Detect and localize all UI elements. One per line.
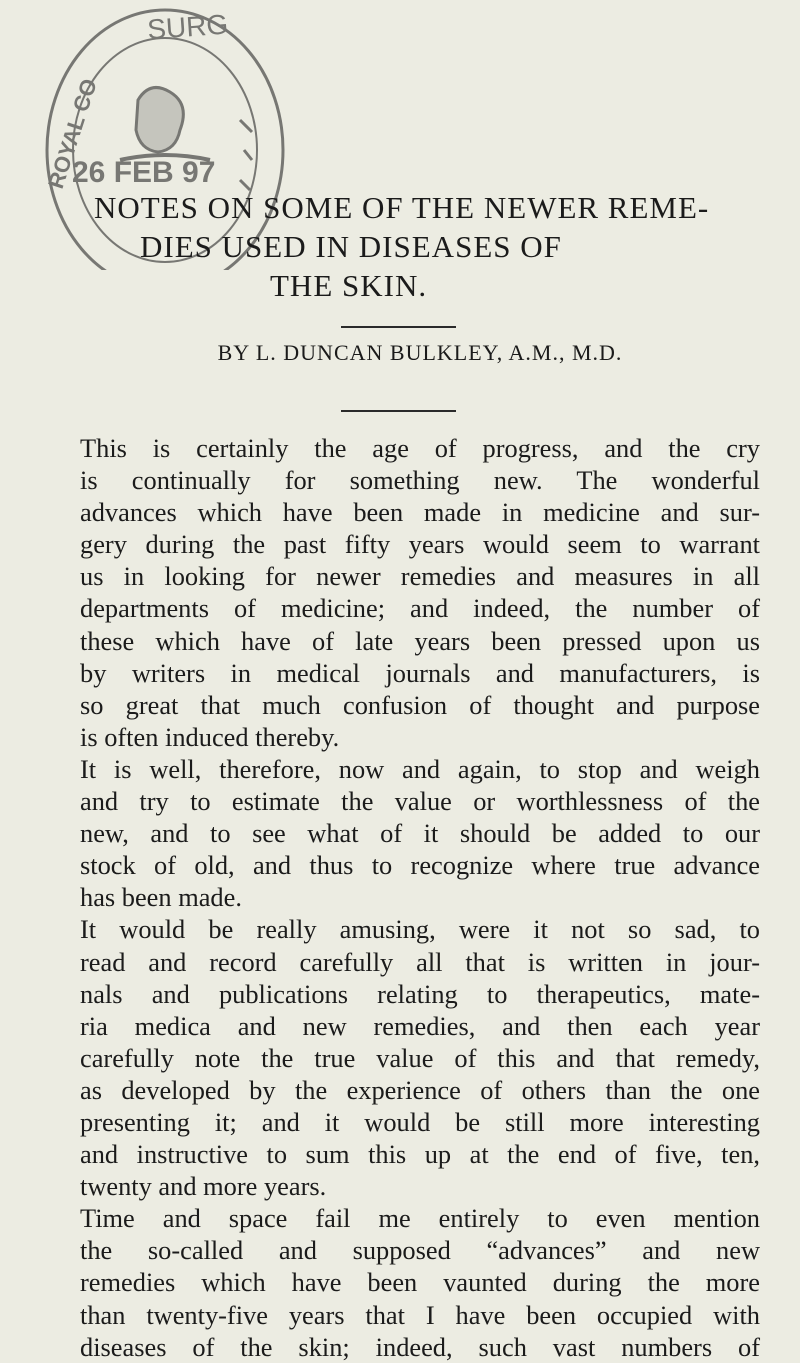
text-line: advances which have been made in medicine and sur- — [80, 497, 760, 528]
byline-divider — [341, 410, 456, 412]
author-byline: BY L. DUNCAN BULKLEY, A.M., M.D. — [217, 340, 623, 365]
text-line: and try to estimate the value or worthlessness of the — [80, 786, 760, 817]
stamp-side-mark — [240, 120, 252, 190]
text-line: nals and publications relating to therapeutics, mate- — [80, 978, 760, 1009]
text-line: diseases of the skin; indeed, such vast numbers of — [80, 1331, 760, 1362]
text-line: so great that much confusion of thought and purpose — [80, 689, 760, 720]
text-line: is often induced thereby. — [80, 721, 340, 752]
text-line: It would be really amusing, were it not so sad, to — [80, 914, 760, 945]
article-title — [80, 188, 760, 305]
article-body — [80, 432, 760, 1363]
text-line: the so-called and supposed “advances” and new — [80, 1235, 760, 1266]
text-line: us in looking for newer remedies and measures in all — [80, 561, 760, 592]
text-line: ria medica and new remedies, and then each year — [80, 1010, 760, 1041]
title-line-1: NOTES ON SOME OF THE NEWER REME- — [94, 190, 710, 225]
text-line: stock of old, and thus to recognize where true advance — [80, 850, 760, 881]
text-line: gery during the past fifty years would seem to warrant — [80, 529, 760, 560]
stamp-date: 26 FEB 97 — [72, 156, 216, 189]
paragraph — [80, 913, 760, 1202]
text-line: presenting it; and it would be still more interesting — [80, 1106, 760, 1137]
title-line-3: THE SKIN. — [270, 268, 428, 303]
text-line: by writers in medical journals and manufacturers, is — [80, 657, 760, 688]
text-line: This is certainly the age of progress, and the cry — [80, 433, 760, 463]
text-line: has been made. — [80, 882, 242, 913]
text-line: Time and space fail me entirely to even mention — [80, 1203, 760, 1234]
text-line: remedies which have been vaunted during the more — [80, 1267, 760, 1298]
text-line: than twenty-five years that I have been occupied with — [80, 1299, 760, 1330]
text-line: new, and to see what of it should be added to our — [80, 818, 760, 849]
text-line: departments of medicine; and indeed, the number of — [80, 593, 760, 624]
title-divider — [341, 326, 456, 328]
paragraph — [80, 753, 760, 913]
stamp-crest — [136, 88, 183, 153]
text-line: and instructive to sum this up at the end of five, ten, — [80, 1139, 760, 1170]
text-line: is continually for something new. The wonderful — [80, 465, 760, 496]
title-line-2: DIES USED IN DISEASES OF — [140, 229, 562, 264]
text-line: carefully note the true value of this and that remedy, — [80, 1042, 760, 1073]
text-line: It is well, therefore, now and again, to stop and weigh — [80, 753, 760, 784]
paragraph — [80, 432, 760, 753]
text-line: as developed by the experience of others than the one — [80, 1074, 760, 1105]
text-line: these which have of late years been pressed upon us — [80, 625, 760, 656]
text-line: twenty and more years. — [80, 1171, 327, 1202]
stamp-left-text: ROYAL CO — [42, 75, 102, 192]
paragraph — [80, 1202, 760, 1362]
text-line: read and record carefully all that is written in jour- — [80, 946, 760, 977]
stamp-top-text: SURG — [146, 8, 230, 46]
